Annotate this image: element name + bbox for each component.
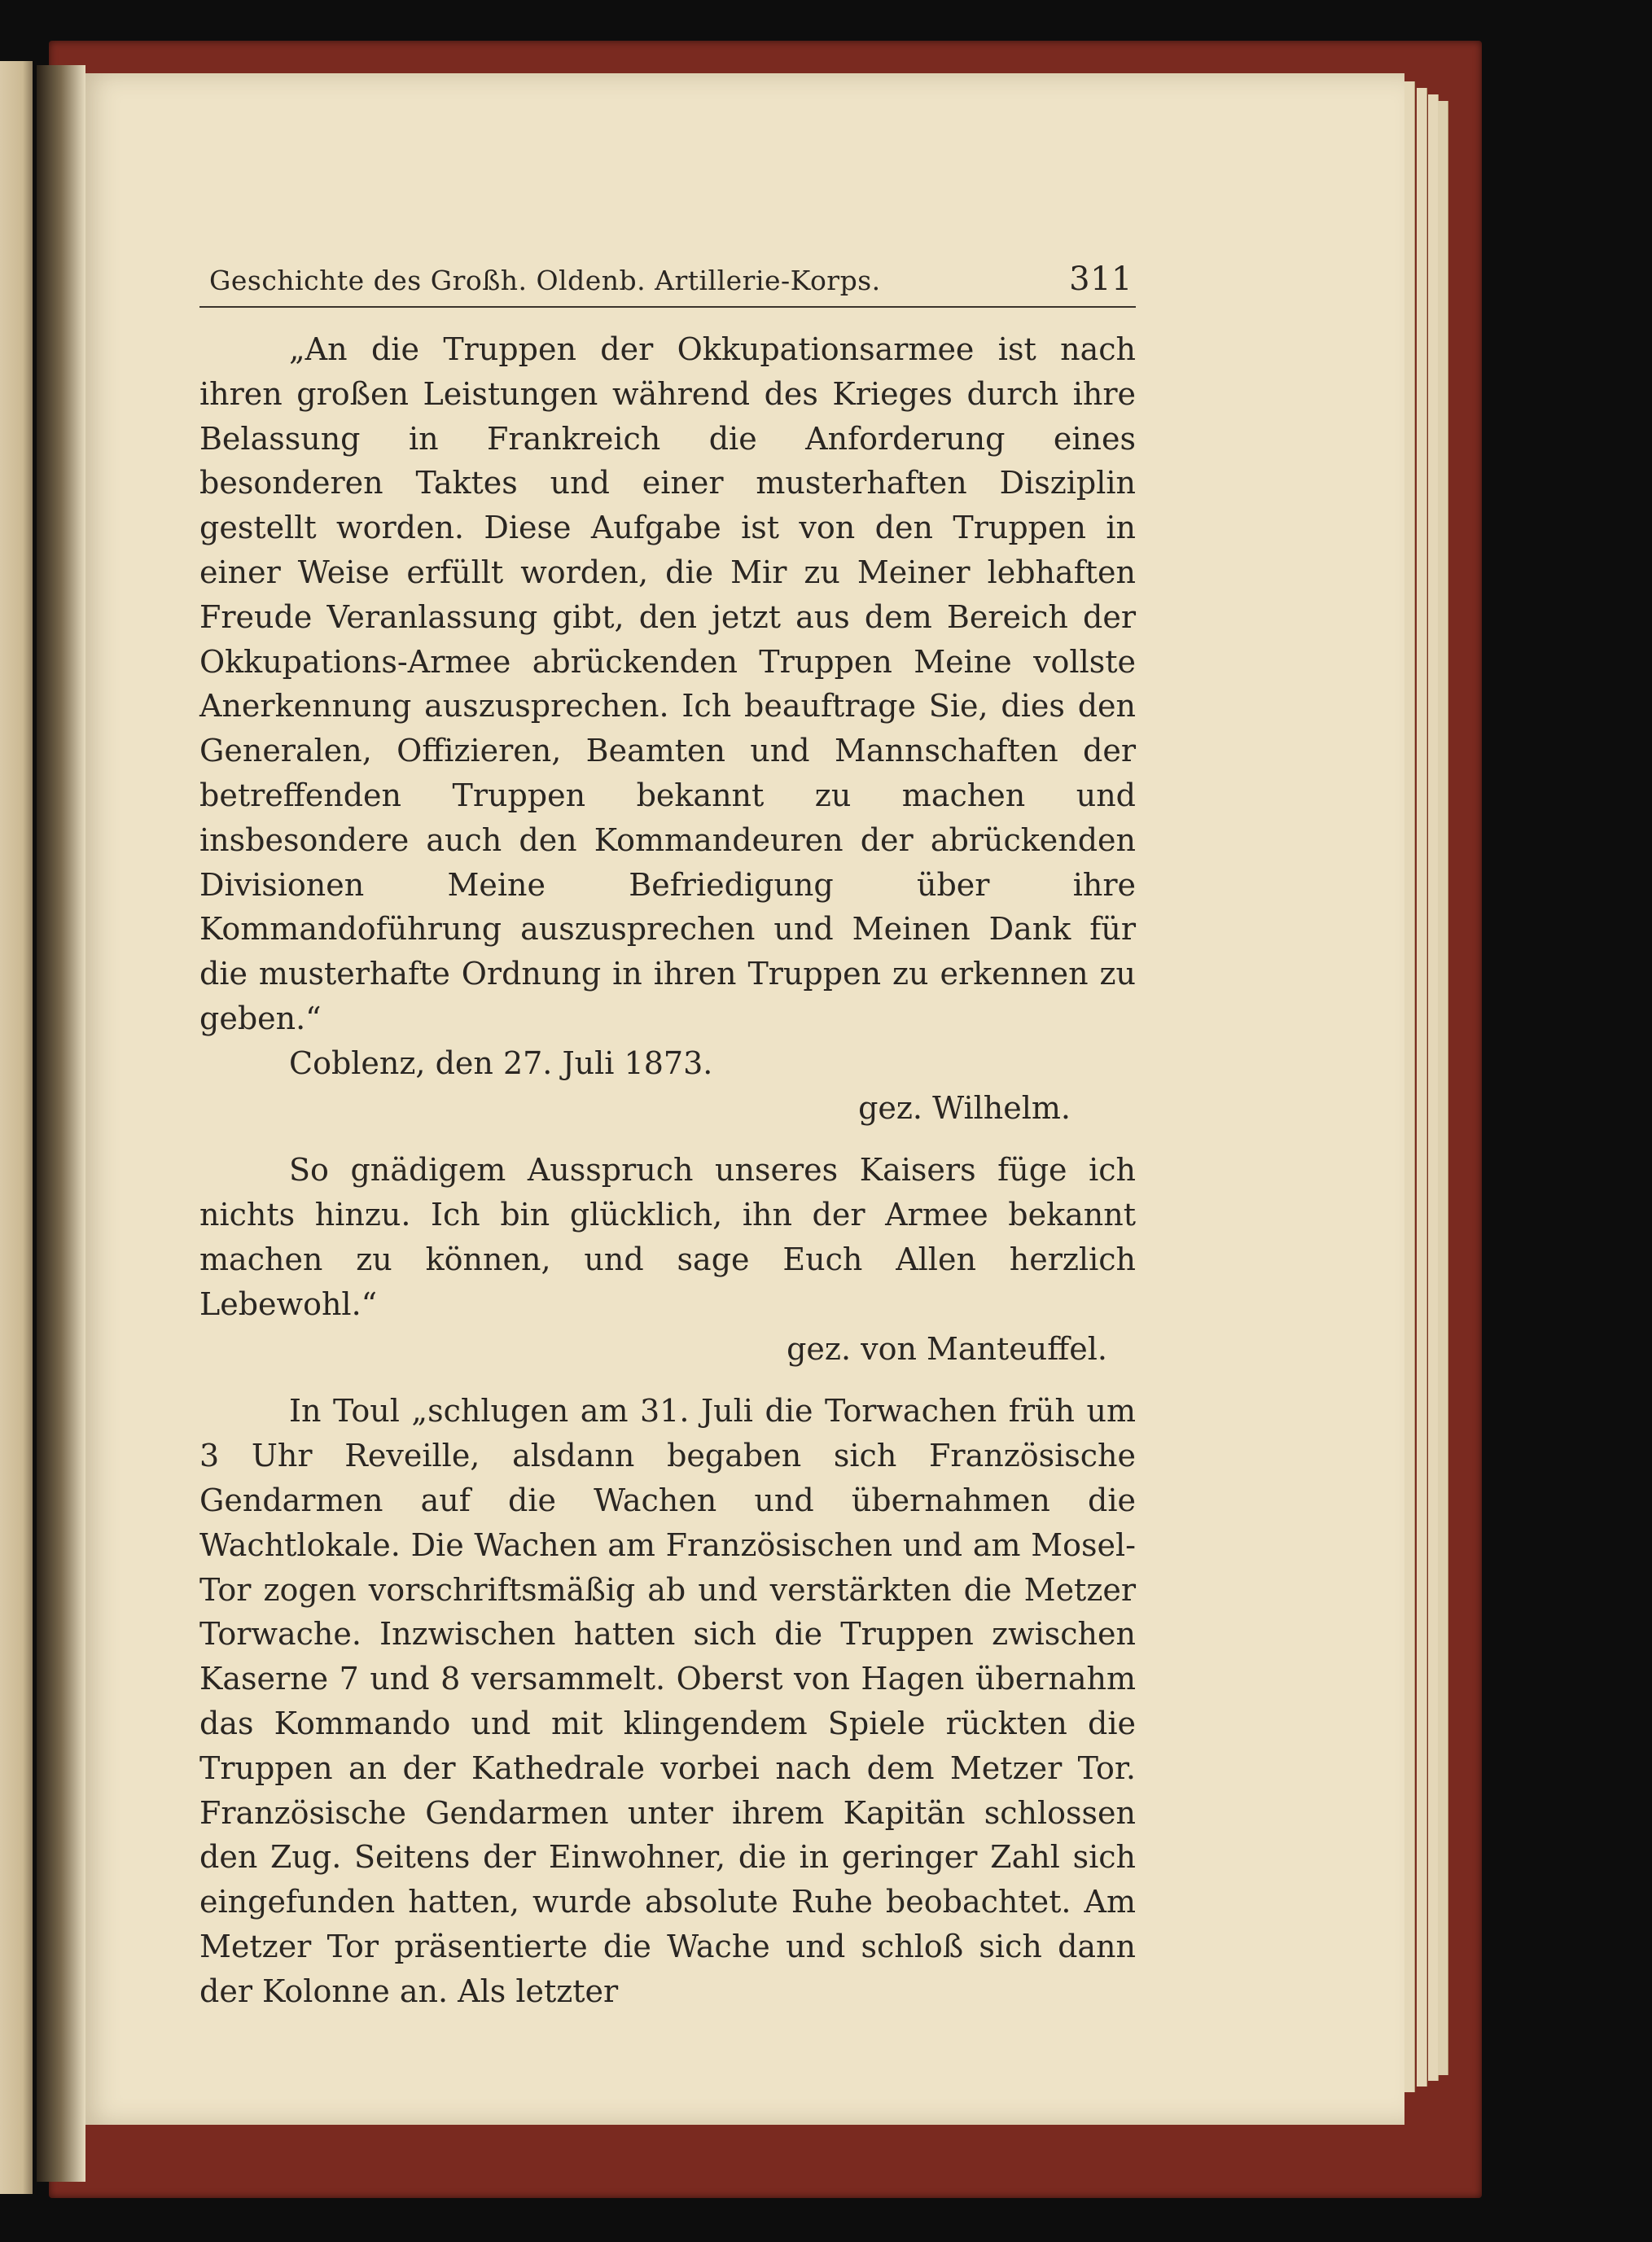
quote-signature: gez. Wilhelm. <box>858 1089 1071 1126</box>
spacer <box>199 1371 1136 1389</box>
running-head-title: Geschichte des Großh. Oldenb. Artillerie-Korps. <box>209 265 881 296</box>
closing-signature: gez. von Manteuffel. <box>787 1330 1107 1367</box>
running-head <box>199 261 1136 308</box>
spacer <box>199 1130 1136 1148</box>
narrative-paragraph: In Toul „schlugen am 31. Juli die Torwachen früh um 3 Uhr Reveille, alsdann begaben sich Französische Gendarmen auf die Wachen und übernahmen die Wachtlokale. Die Wachen am Französischen und am Mosel-Tor zogen vorschriftsmäßig ab und verstärkten die Metzer Torwache. Inzwischen hatten sich die Truppen zwischen Kaserne 7 und 8 versammelt. Oberst von Hagen übernahm das Kommando und mit klingendem Spiele rückten die Truppen an der Kathedrale vorbei nach dem Metzer Tor. Französische Gendarmen unter ihrem Kapitän schlossen den Zug. Seitens der Einwohner, die in geringer Zahl sich eingefunden hatten, wurde absolute Ruhe beobachtet. Am Metzer Tor präsentierte die Wache und schloß sich dann der Kolonne an. Als letzter <box>199 1393 1136 2009</box>
page-stack-edge <box>1417 88 1427 2087</box>
body-text <box>199 327 1136 2013</box>
page-text-block <box>199 261 1136 2013</box>
closing-paragraph: So gnädigem Ausspruch unseres Kaisers füge ich nichts hinzu. Ich bin glücklich, ihn der Armee bekannt machen zu können, und sage Euch Allen herzlich Lebewohl.“ <box>199 1152 1136 1322</box>
page-stack-edge <box>1404 81 1415 2092</box>
page-stack-edge <box>1438 101 1448 2075</box>
previous-page-edge <box>0 61 33 2194</box>
book-gutter <box>37 65 85 2182</box>
page-number: 311 <box>1069 261 1133 298</box>
quote-paragraph: „An die Truppen der Okkupationsarmee ist nach ihren großen Leistungen während des Krieges durch ihre Belassung in Frankreich die Anforderung eines besonderen Taktes und einer musterhaften Disziplin gestellt worden. Diese Aufgabe ist von den Truppen in einer Weise erfüllt worden, die Mir zu Meiner lebhaften Freude Veranlassung gibt, den jetzt aus dem Bereich der Okkupations-Armee abrückenden Truppen Meine vollste Anerkennung auszusprechen. Ich beauftrage Sie, dies den Generalen, Offizieren, Beamten und Mannschaften der betreffenden Truppen bekannt zu machen und insbesondere auch den Kommandeuren der abrückenden Divisionen Meine Befriedigung über ihre Kommandoführung auszusprechen und Meinen Dank für die musterhafte Ordnung in ihren Truppen zu erkennen zu geben.“ <box>199 331 1136 1036</box>
quote-dateline: Coblenz, den 27. Juli 1873. <box>289 1044 713 1081</box>
